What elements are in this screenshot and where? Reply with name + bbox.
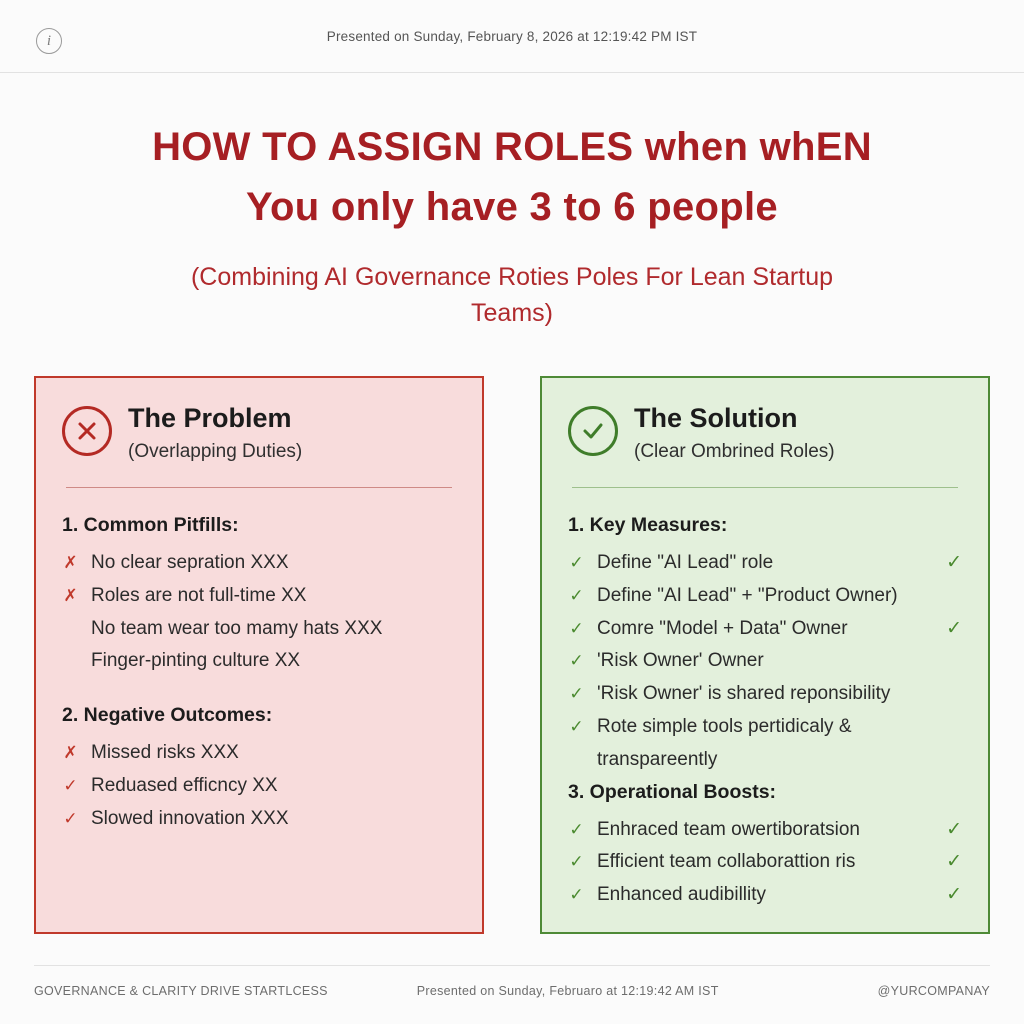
solution-card-title: The Solution: [634, 402, 798, 433]
trailing-check-icon: ✓: [946, 851, 962, 873]
list-item: [62, 613, 456, 646]
check-icon: ✓: [569, 618, 584, 638]
check-icon: ✓: [569, 819, 584, 839]
list-item: [568, 580, 962, 613]
trailing-check-icon: ✓: [946, 818, 962, 840]
check-icon: ✓: [63, 808, 78, 828]
cards-container: [0, 376, 1024, 934]
list-item-label: Efficient team collaborattion ris: [597, 851, 856, 873]
page-subtitle-line2: Startup Teams): [471, 263, 834, 328]
list-item: [62, 770, 456, 803]
top-bar: [0, 0, 1024, 73]
problem-card-headings: [128, 404, 302, 464]
list-item: [62, 580, 456, 613]
list-item: [568, 814, 962, 847]
list-item-label: transpareently: [597, 748, 718, 770]
list-item: [568, 678, 962, 711]
list-item: [62, 737, 456, 770]
presented-timestamp-top: Presented on Sunday, February 8, 2026 at 12:19:42 PM IST: [326, 28, 698, 44]
list-item: [568, 744, 962, 777]
list-item-label: Slowed innovation XXX: [91, 807, 289, 829]
x-icon: ✗: [63, 585, 78, 605]
solution-section-1-list: [568, 547, 962, 776]
circle-check-icon: [568, 406, 618, 456]
problem-card-subtitle: (Overlapping Duties): [128, 441, 303, 463]
solution-card-subtitle: (Clear Ombrined Roles): [634, 441, 835, 463]
check-icon: ✓: [569, 553, 584, 573]
solution-card-headings: [634, 404, 835, 464]
blank-bullet-icon: [568, 745, 585, 775]
blank-bullet-icon: [62, 646, 79, 676]
list-item-label: Define "AI Lead" + "Product Owner): [597, 584, 898, 606]
x-icon: ✗: [63, 743, 78, 763]
solution-section-2-list: [568, 814, 962, 912]
list-item: [568, 879, 962, 912]
list-item-label: No team wear too mamy hats XXX: [91, 617, 383, 639]
list-item-label: Rote simple tools pertidicaly &: [597, 716, 852, 738]
problem-section-1-list: [62, 547, 456, 678]
footer: [34, 965, 990, 998]
list-item-label: Roles are not full-time XX: [91, 584, 307, 606]
info-icon[interactable]: i: [36, 28, 62, 54]
problem-card-title: The Problem: [128, 402, 292, 433]
footer-timestamp: Presented on Sunday, Februaro at 12:19:42 AM IST: [416, 984, 719, 998]
solution-card: [540, 376, 990, 934]
list-item-label: Enhraced team owertiboratsion: [597, 818, 860, 840]
list-item: [568, 613, 962, 646]
trailing-check-icon: ✓: [946, 552, 962, 574]
list-item: [62, 803, 456, 836]
check-icon: ✓: [569, 852, 584, 872]
check-icon: ✓: [569, 585, 584, 605]
blank-bullet-icon: [62, 614, 79, 644]
page-title: [0, 117, 1024, 237]
list-item-label: Comre "Model + Data" Owner: [597, 617, 848, 639]
check-icon: ✓: [569, 885, 584, 905]
list-item-label: Missed risks XXX: [91, 742, 239, 764]
solution-section-1-heading: 1. Key Measures:: [568, 514, 728, 537]
problem-card-header: [62, 404, 456, 464]
page-subtitle: [0, 259, 1024, 332]
list-item: [568, 846, 962, 879]
list-item: [62, 547, 456, 580]
check-icon: ✓: [569, 684, 584, 704]
list-item: [568, 711, 962, 744]
page-title-line2: You only have 3 to 6 people: [246, 185, 778, 229]
trailing-check-icon: ✓: [946, 884, 962, 906]
list-item-label: 'Risk Owner' Owner: [597, 650, 764, 672]
list-item: [568, 645, 962, 678]
footer-tagline: GOVERNANCE & CLARITY DRIVE STARTLCESS: [34, 984, 328, 998]
footer-handle: @YURCOMPANAY: [877, 984, 990, 998]
problem-section-1-heading: 1. Common Pitfills:: [62, 514, 239, 537]
check-icon: ✓: [569, 651, 584, 671]
trailing-check-icon: ✓: [946, 617, 962, 639]
x-icon: ✗: [63, 553, 78, 573]
list-item-label: Reduased efficncy XX: [91, 775, 278, 797]
problem-card: [34, 376, 484, 934]
solution-section-2-heading: 3. Operational Boosts:: [568, 780, 777, 803]
check-icon: ✓: [63, 776, 78, 796]
problem-section-2-heading: 2. Negative Outcomes:: [62, 704, 273, 727]
problem-divider: [66, 487, 452, 488]
list-item: [62, 645, 456, 678]
check-icon: ✓: [569, 717, 584, 737]
list-item-label: Define "AI Lead" role: [597, 552, 774, 574]
list-item-label: Finger-pinting culture XX: [91, 650, 301, 672]
page-title-line1: HOW TO ASSIGN ROLES when whEN: [152, 125, 872, 169]
list-item-label: No clear sepration XXX: [91, 552, 289, 574]
list-item-label: Enhanced audibillity: [597, 884, 767, 906]
page-subtitle-line1: (Combining AI Governance Roties Poles For Lean: [190, 263, 746, 291]
solution-divider: [572, 487, 958, 488]
list-item: [568, 547, 962, 580]
problem-section-2-list: [62, 737, 456, 835]
list-item-label: 'Risk Owner' is shared reponsibility: [597, 683, 891, 705]
circle-x-icon: [62, 406, 112, 456]
solution-card-header: [568, 404, 962, 464]
